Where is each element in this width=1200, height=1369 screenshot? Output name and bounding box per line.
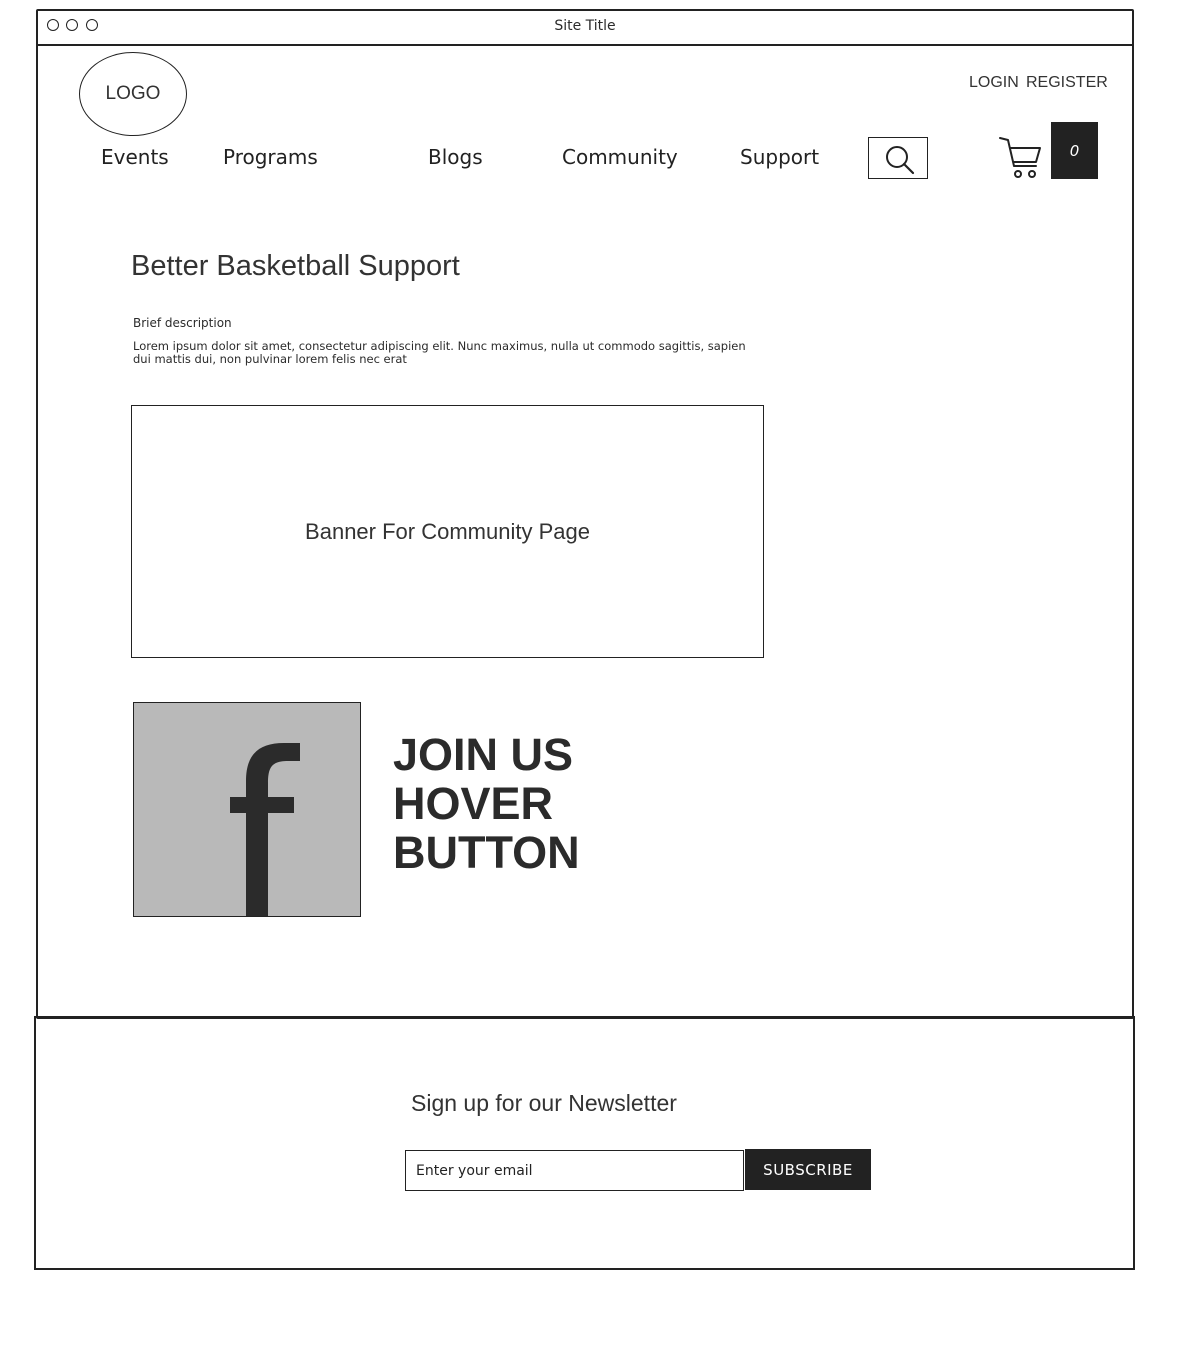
search-icon [869, 138, 925, 176]
shopping-cart-icon[interactable] [998, 134, 1046, 182]
nav-item-programs[interactable]: Programs [223, 145, 318, 169]
brief-description-label: Brief description [133, 316, 232, 330]
nav-item-events[interactable]: Events [101, 145, 169, 169]
register-link[interactable]: REGISTER [1026, 74, 1108, 91]
join-text-line-1: JOIN US [393, 729, 574, 780]
nav-item-community[interactable]: Community [562, 145, 678, 169]
search-button[interactable] [868, 137, 928, 179]
facebook-button[interactable] [133, 702, 361, 917]
join-text-line-3: BUTTON [393, 827, 580, 878]
window-title: Site Title [554, 18, 616, 34]
nav-item-blogs[interactable]: Blogs [428, 145, 483, 169]
login-link[interactable]: LOGIN [969, 74, 1019, 91]
join-us-hover-button[interactable] [393, 730, 580, 877]
logo-label: LOGO [105, 83, 161, 104]
page-title: Better Basketball Support [131, 250, 460, 282]
subscribe-button[interactable]: SUBSCRIBE [745, 1149, 871, 1190]
community-banner [131, 405, 764, 658]
banner-text: Banner For Community Page [305, 518, 590, 544]
nav-item-support[interactable]: Support [740, 145, 820, 169]
cart-count-badge[interactable]: 0 [1051, 122, 1098, 179]
facebook-icon [134, 703, 361, 917]
footer [34, 1016, 1135, 1270]
logo[interactable] [79, 52, 187, 136]
email-input[interactable] [405, 1150, 744, 1191]
brief-description-text: Lorem ipsum dolor sit amet, consectetur adipiscing elit. Nunc maximus, nulla ut commodo sagittis, sapien dui mattis dui, non pulvinar lorem felis nec erat [133, 339, 746, 366]
join-text-line-2: HOVER [393, 778, 554, 829]
newsletter-title: Sign up for our Newsletter [411, 1090, 677, 1116]
